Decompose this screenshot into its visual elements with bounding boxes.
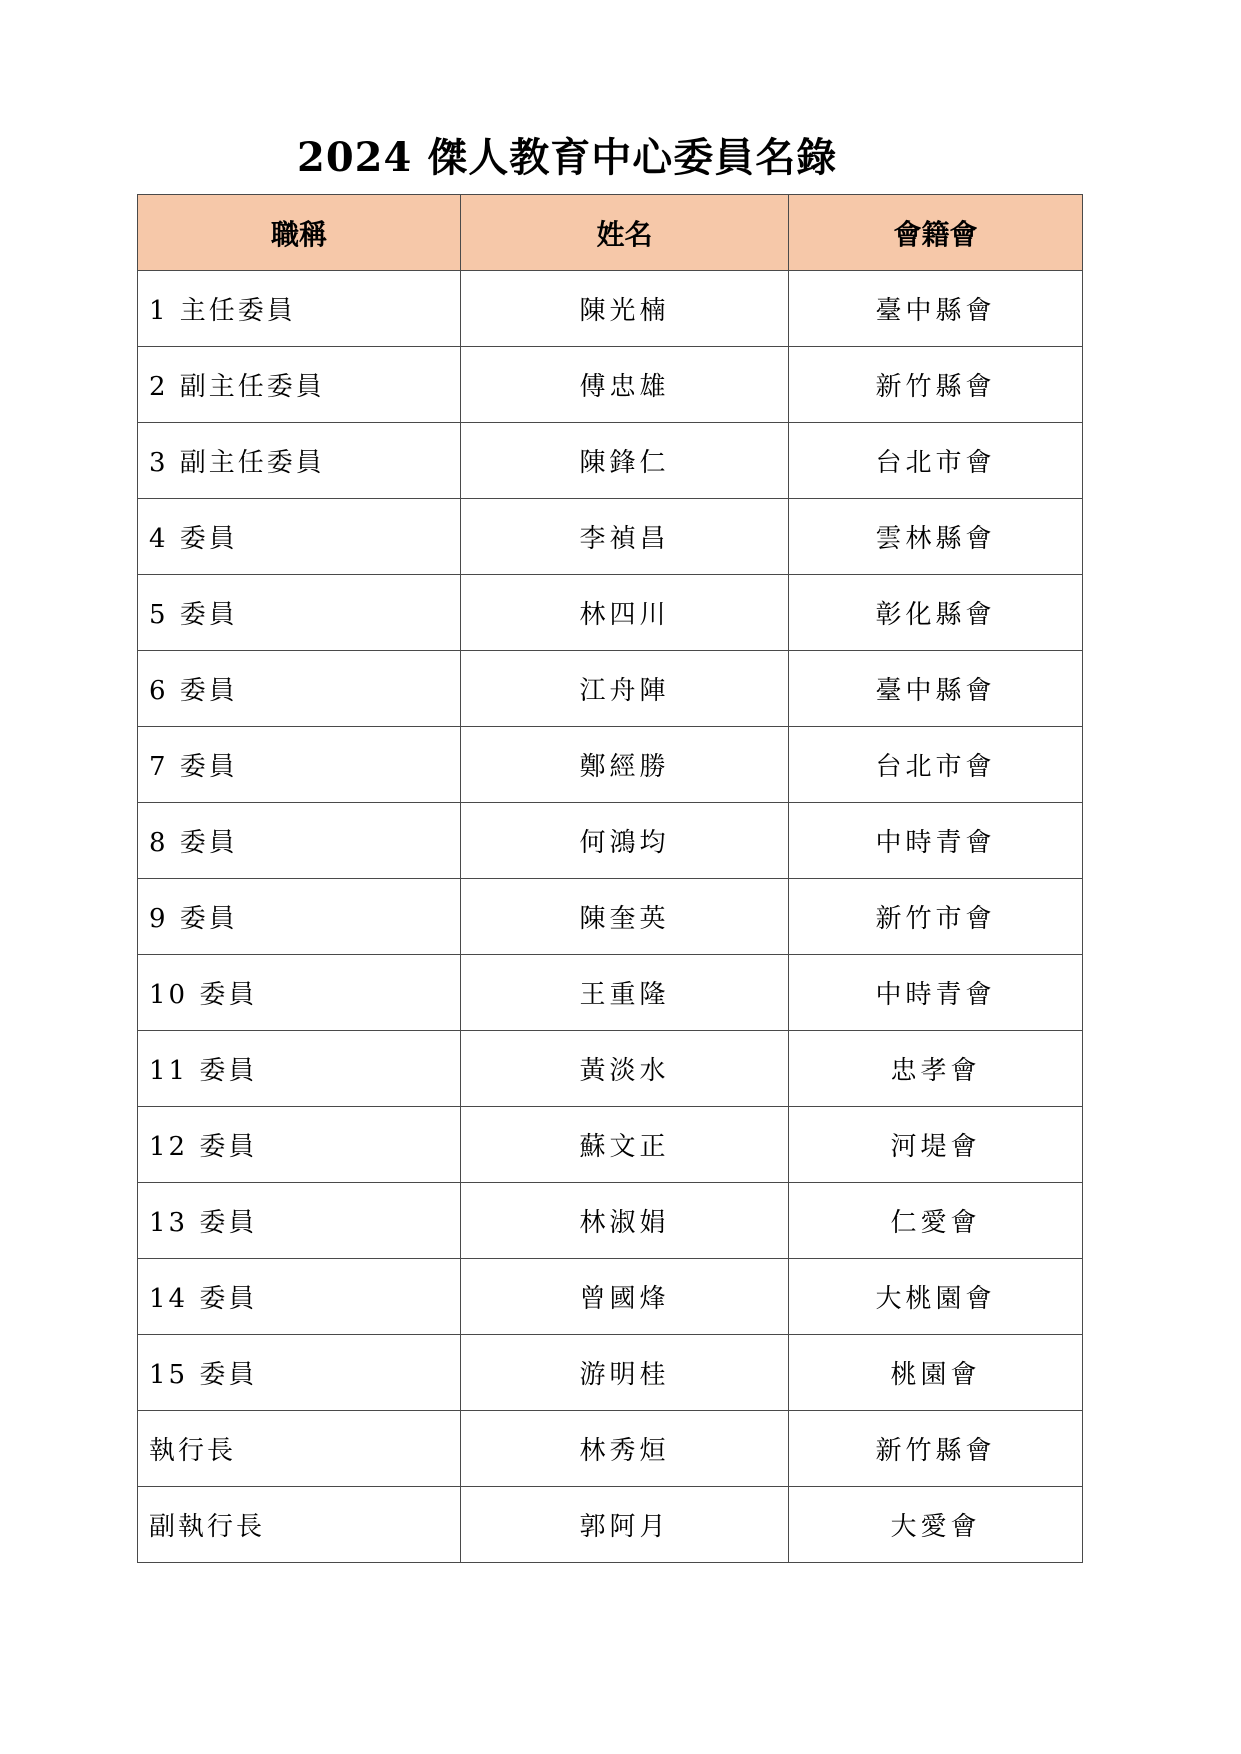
club-cell: 臺中縣會	[789, 271, 1083, 347]
role-cell: 14 委員	[138, 1259, 461, 1335]
column-header-name: 姓名	[461, 195, 789, 271]
committee-roster-table	[137, 194, 1083, 1563]
club-cell: 河堤會	[789, 1107, 1083, 1183]
table-row	[138, 955, 1083, 1031]
name-cell: 蘇文正	[461, 1107, 789, 1183]
role-cell: 7 委員	[138, 727, 461, 803]
club-cell: 新竹縣會	[789, 1411, 1083, 1487]
role-cell: 8 委員	[138, 803, 461, 879]
role-cell: 12 委員	[138, 1107, 461, 1183]
name-cell: 何鴻均	[461, 803, 789, 879]
club-cell: 新竹縣會	[789, 347, 1083, 423]
role-cell: 6 委員	[138, 651, 461, 727]
table-row	[138, 1183, 1083, 1259]
name-cell: 郭阿月	[461, 1487, 789, 1563]
table-row	[138, 575, 1083, 651]
name-cell: 陳奎英	[461, 879, 789, 955]
table-row	[138, 1031, 1083, 1107]
club-cell: 大桃園會	[789, 1259, 1083, 1335]
table-row	[138, 499, 1083, 575]
name-cell: 林秀烜	[461, 1411, 789, 1487]
name-cell: 鄭經勝	[461, 727, 789, 803]
name-cell: 陳光楠	[461, 271, 789, 347]
table-row	[138, 1259, 1083, 1335]
role-cell: 執行長	[138, 1411, 461, 1487]
table-row	[138, 1107, 1083, 1183]
column-header-club: 會籍會	[789, 195, 1083, 271]
table-row	[138, 1487, 1083, 1563]
column-header-title: 職稱	[138, 195, 461, 271]
name-cell: 陳鋒仁	[461, 423, 789, 499]
table-row	[138, 727, 1083, 803]
table-row	[138, 271, 1083, 347]
club-cell: 台北市會	[789, 727, 1083, 803]
role-cell: 11 委員	[138, 1031, 461, 1107]
table-row	[138, 1411, 1083, 1487]
table-row	[138, 1335, 1083, 1411]
club-cell: 雲林縣會	[789, 499, 1083, 575]
name-cell: 林淑娟	[461, 1183, 789, 1259]
club-cell: 中時青會	[789, 955, 1083, 1031]
role-cell: 3 副主任委員	[138, 423, 461, 499]
club-cell: 臺中縣會	[789, 651, 1083, 727]
name-cell: 曾國烽	[461, 1259, 789, 1335]
role-cell: 5 委員	[138, 575, 461, 651]
club-cell: 中時青會	[789, 803, 1083, 879]
name-cell: 李禎昌	[461, 499, 789, 575]
table-header-row	[138, 195, 1083, 271]
role-cell: 9 委員	[138, 879, 461, 955]
role-cell: 1 主任委員	[138, 271, 461, 347]
table-row	[138, 879, 1083, 955]
role-cell: 10 委員	[138, 955, 461, 1031]
table-row	[138, 347, 1083, 423]
table-row	[138, 803, 1083, 879]
name-cell: 傅忠雄	[461, 347, 789, 423]
role-cell: 副執行長	[138, 1487, 461, 1563]
role-cell: 15 委員	[138, 1335, 461, 1411]
page-title: 2024 傑人教育中心委員名錄	[297, 134, 838, 181]
table-body	[138, 271, 1083, 1563]
name-cell: 林四川	[461, 575, 789, 651]
club-cell: 台北市會	[789, 423, 1083, 499]
name-cell: 王重隆	[461, 955, 789, 1031]
name-cell: 黃淡水	[461, 1031, 789, 1107]
name-cell: 游明桂	[461, 1335, 789, 1411]
table-row	[138, 651, 1083, 727]
role-cell: 13 委員	[138, 1183, 461, 1259]
club-cell: 忠孝會	[789, 1031, 1083, 1107]
name-cell: 江舟陣	[461, 651, 789, 727]
club-cell: 彰化縣會	[789, 575, 1083, 651]
role-cell: 4 委員	[138, 499, 461, 575]
table-row	[138, 423, 1083, 499]
club-cell: 新竹市會	[789, 879, 1083, 955]
role-cell: 2 副主任委員	[138, 347, 461, 423]
club-cell: 仁愛會	[789, 1183, 1083, 1259]
club-cell: 桃園會	[789, 1335, 1083, 1411]
club-cell: 大愛會	[789, 1487, 1083, 1563]
